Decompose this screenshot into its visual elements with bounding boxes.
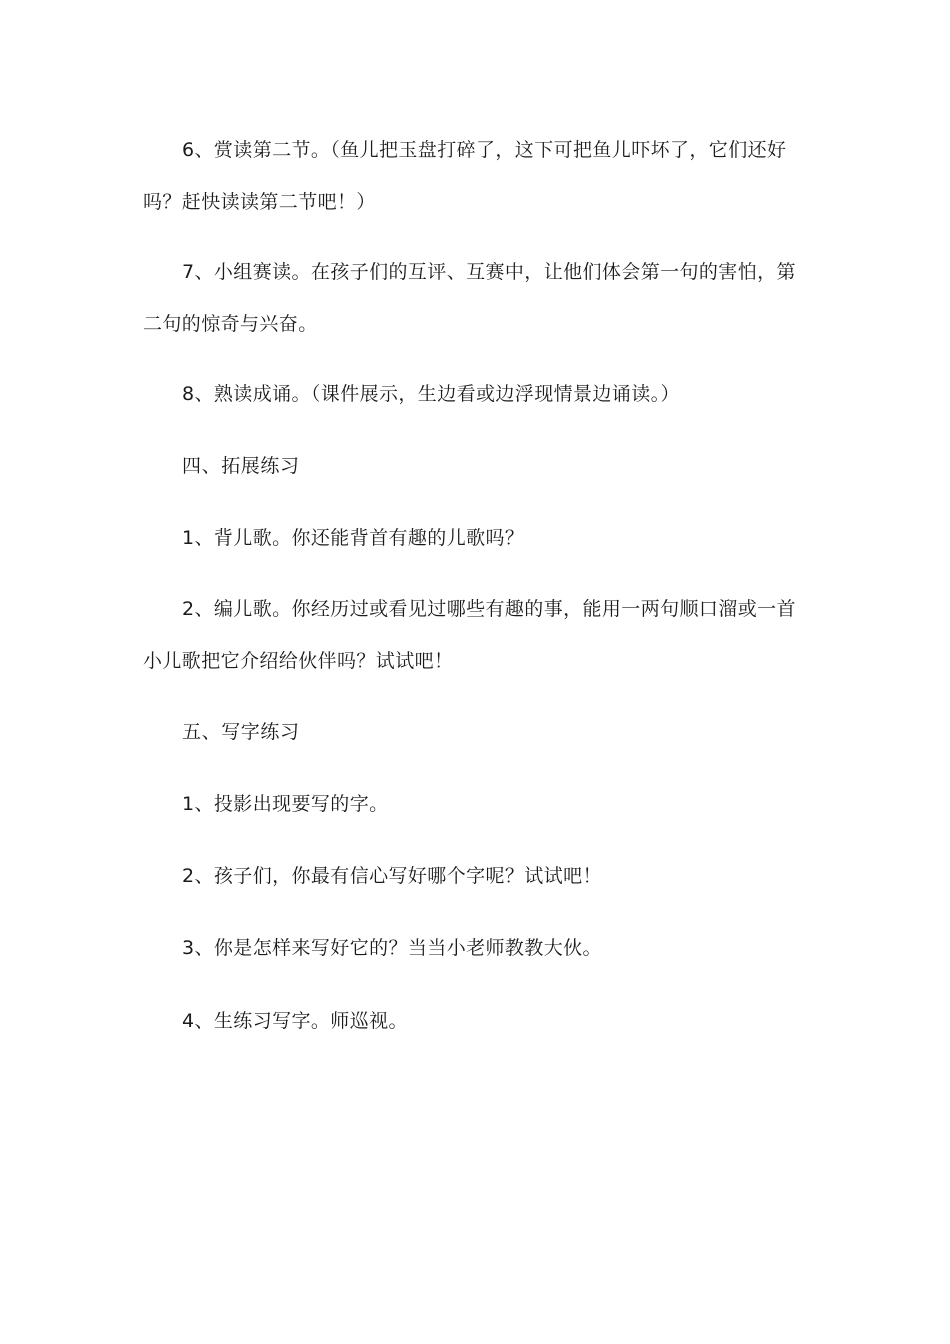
section-heading-extension-practice: 四、拓展练习 bbox=[182, 455, 300, 477]
paragraph-recite-song: 1、背儿歌。你还能背首有趣的儿歌吗？ bbox=[182, 527, 525, 549]
paragraph-step-6: 6、赏读第二节。（鱼儿把玉盘打碎了，这下可把鱼儿吓坏了，它们还好吗？赶快读读第二节吧！） bbox=[143, 139, 787, 213]
paragraph-writing-step-1: 1、投影出现要写的字。 bbox=[182, 793, 389, 815]
paragraph-writing-step-4: 4、生练习写字。师巡视。 bbox=[182, 1010, 408, 1032]
paragraph-writing-step-2: 2、孩子们，你最有信心写好哪个字呢？试试吧！ bbox=[182, 865, 602, 887]
paragraph-compose-song: 2、编儿歌。你经历过或看见过哪些有趣的事，能用一两句顺口溜或一首小儿歌把它介绍给伙伴吗？试试吧！ bbox=[143, 598, 796, 672]
section-heading-writing-practice: 五、写字练习 bbox=[182, 721, 300, 743]
paragraph-writing-step-3: 3、你是怎样来写好它的？当当小老师教教大伙。 bbox=[182, 937, 602, 959]
paragraph-step-8: 8、熟读成诵。（课件展示，生边看或边浮现情景边诵读。） bbox=[182, 383, 680, 405]
paragraph-step-7: 7、小组赛读。在孩子们的互评、互赛中，让他们体会第一句的害怕，第二句的惊奇与兴奋。 bbox=[143, 261, 796, 335]
